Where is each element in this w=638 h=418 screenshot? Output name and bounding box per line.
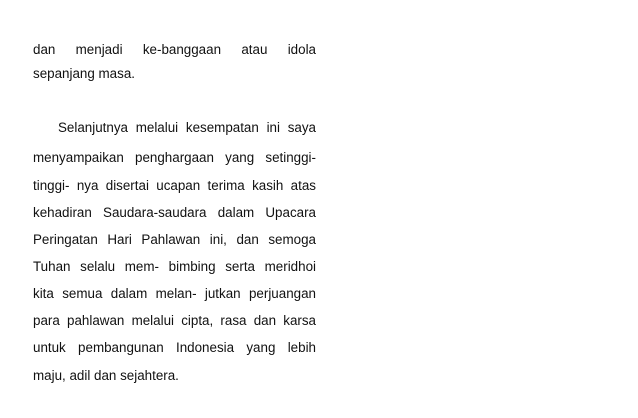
text-line: Peringatan Hari Pahlawan ini, dan semoga: [33, 232, 316, 247]
text-line: kita semua dalam melan- jutkan perjuangan: [33, 286, 316, 301]
text-line: kehadiran Saudara-saudara dalam Upacara: [33, 205, 316, 220]
text-line: dan menjadi ke-banggaan atau idola: [33, 42, 316, 57]
text-line: menyampaikan penghargaan yang setinggi-: [33, 150, 316, 165]
text-line: para pahlawan melalui cipta, rasa dan karsa: [33, 313, 316, 328]
text-line: Tuhan selalu mem- bimbing serta meridhoi: [33, 259, 316, 274]
text-line: Selanjutnya melalui kesempatan ini saya: [58, 120, 316, 135]
text-line: sepanjang masa.: [33, 66, 135, 81]
text-line: tinggi- nya disertai ucapan terima kasih atas: [33, 178, 316, 193]
text-line: maju, adil dan sejahtera.: [33, 368, 179, 383]
text-line: untuk pembangunan Indonesia yang lebih: [33, 340, 316, 355]
